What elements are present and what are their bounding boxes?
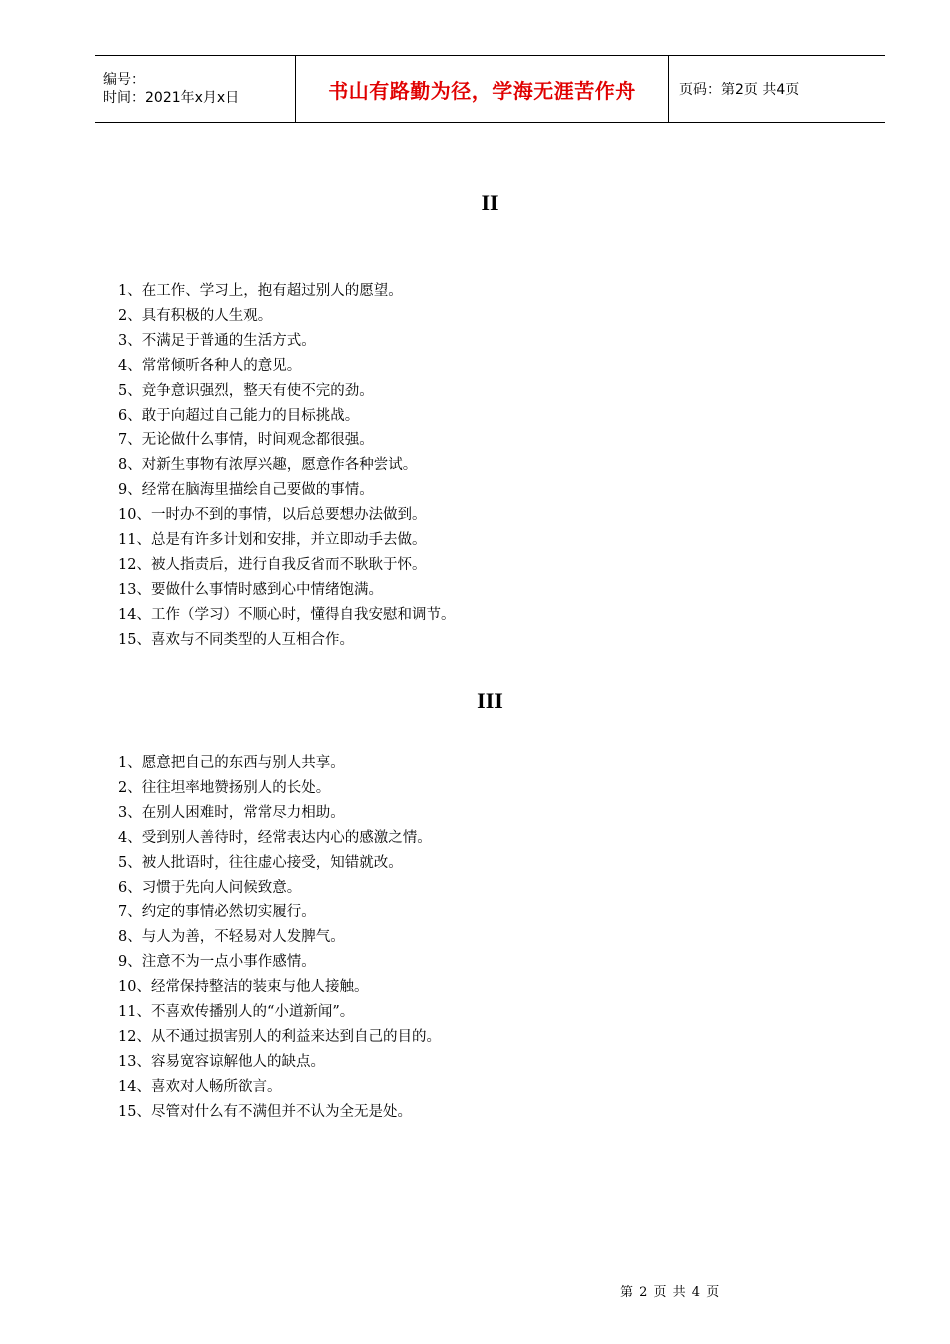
document-number-label: 编号： (103, 72, 145, 88)
list-item: 4、常常倾听各种人的意见。 (118, 357, 302, 374)
list-item: 15、尽管对什么有不满但并不认为全无是处。 (118, 1103, 412, 1120)
list-item: 9、经常在脑海里描绘自己要做的事情。 (118, 482, 374, 499)
list-item: 3、在别人困难时，常常尽力相助。 (118, 804, 345, 821)
list-item: 12、从不通过损害别人的利益来达到自己的目的。 (118, 1028, 441, 1045)
list-item: 6、习惯于先向人问候致意。 (118, 879, 302, 896)
list-item: 15、喜欢与不同类型的人互相合作。 (118, 631, 354, 648)
section-iii-list (118, 751, 441, 1125)
header-page-number: 页码：第2页 共4页 (679, 82, 800, 98)
list-item: 5、竞争意识强烈，整天有使不完的劲。 (118, 382, 374, 399)
section-ii-list (118, 279, 455, 653)
section-title-ii: II (481, 190, 499, 215)
list-item: 10、一时办不到的事情，以后总要想办法做到。 (118, 507, 427, 524)
list-item: 8、对新生事物有浓厚兴趣，愿意作各种尝试。 (118, 457, 418, 474)
list-item: 14、工作（学习）不顺心时，懂得自我安慰和调节。 (118, 606, 456, 623)
list-item: 11、总是有许多计划和安排，并立即动手去做。 (118, 532, 427, 549)
list-item: 7、约定的事情必然切实履行。 (118, 904, 316, 921)
list-item: 5、被人批语时，往往虚心接受，知错就改。 (118, 854, 403, 871)
list-item: 13、容易宽容谅解他人的缺点。 (118, 1053, 325, 1070)
list-item: 10、经常保持整洁的装束与他人接触。 (118, 979, 369, 996)
list-item: 1、在工作、学习上，抱有超过别人的愿望。 (118, 283, 403, 299)
list-item: 2、具有积极的人生观。 (118, 307, 273, 324)
list-item: 2、往往坦率地赞扬别人的长处。 (118, 779, 331, 796)
list-item: 14、喜欢对人畅所欲言。 (118, 1078, 282, 1095)
list-item: 8、与人为善，不轻易对人发脾气。 (118, 929, 345, 946)
document-date: 时间：2021年x月x日 (103, 90, 240, 106)
section-title-iii: III (477, 688, 503, 713)
header-meta-cell (95, 56, 296, 122)
page-header (95, 55, 885, 123)
list-item: 1、愿意把自己的东西与别人共享。 (118, 755, 345, 771)
list-item: 13、要做什么事情时感到心中情绪饱满。 (118, 581, 383, 598)
list-item: 3、不满足于普通的生活方式。 (118, 332, 316, 349)
list-item: 11、不喜欢传播别人的“小道新闻”。 (118, 1004, 355, 1021)
page-footer: 第 2 页 共 4 页 (620, 1285, 721, 1300)
header-motto: 书山有路勤为径，学海无涯苦作舟 (296, 56, 669, 122)
list-item: 4、受到别人善待时，经常表达内心的感激之情。 (118, 829, 432, 846)
list-item: 6、敢于向超过自己能力的目标挑战。 (118, 407, 360, 424)
list-item: 9、注意不为一点小事作感情。 (118, 954, 316, 971)
list-item: 12、被人指责后，进行自我反省而不耿耿于怀。 (118, 556, 427, 573)
list-item: 7、无论做什么事情，时间观念都很强。 (118, 432, 374, 449)
